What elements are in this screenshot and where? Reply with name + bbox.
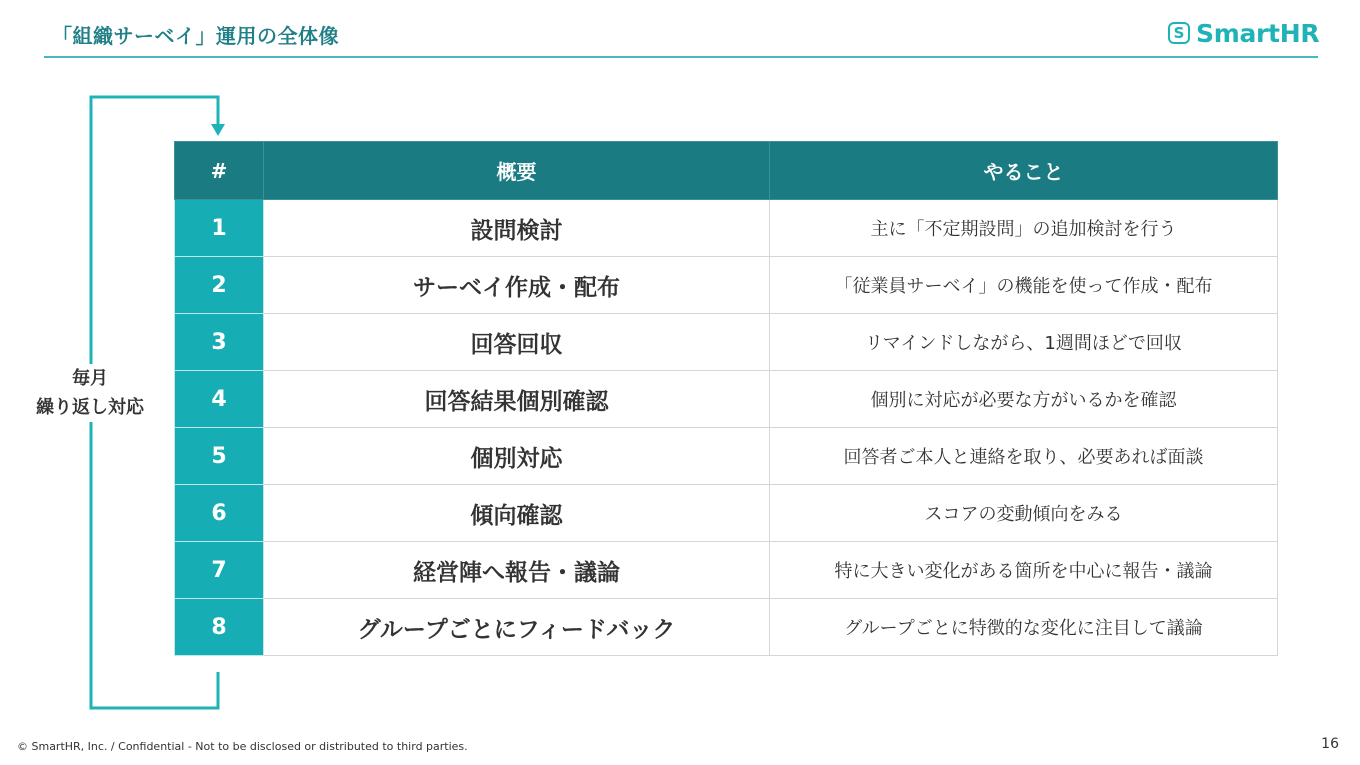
loop-label-line1: 毎月	[72, 368, 108, 389]
step-summary: 回答回収	[264, 314, 770, 371]
step-todo: 「従業員サーベイ」の機能を使って作成・配布	[770, 257, 1278, 314]
table-row	[175, 371, 1278, 428]
step-summary: 個別対応	[264, 428, 770, 485]
confidential-footer: © SmartHR, Inc. / Confidential - Not to be disclosed or distributed to third parties.	[17, 740, 468, 753]
step-todo: 主に「不定期設問」の追加検討を行う	[770, 200, 1278, 257]
table-row	[175, 599, 1278, 656]
step-number: 1	[175, 200, 264, 257]
step-number: 3	[175, 314, 264, 371]
step-summary: 傾向確認	[264, 485, 770, 542]
arrow-down-icon	[211, 124, 225, 136]
step-todo: 回答者ご本人と連絡を取り、必要あれば面談	[770, 428, 1278, 485]
step-todo: 個別に対応が必要な方がいるかを確認	[770, 371, 1278, 428]
logo-text: SmartHR	[1196, 18, 1320, 48]
loop-label	[18, 364, 162, 422]
step-todo: リマインドしながら、1週間ほどで回収	[770, 314, 1278, 371]
table-row	[175, 257, 1278, 314]
step-summary: 経営陣へ報告・議論	[264, 542, 770, 599]
step-summary: 設問検討	[264, 200, 770, 257]
step-number: 4	[175, 371, 264, 428]
smarthr-s-logo-icon: S	[1168, 22, 1190, 44]
table-row	[175, 314, 1278, 371]
step-number: 7	[175, 542, 264, 599]
page-title: 「組織サーベイ」運用の全体像	[52, 24, 339, 48]
step-summary: サーベイ作成・配布	[264, 257, 770, 314]
table-row	[175, 428, 1278, 485]
table-row	[175, 200, 1278, 257]
step-number: 6	[175, 485, 264, 542]
column-header-todo: やること	[770, 142, 1278, 200]
table-row	[175, 485, 1278, 542]
column-header-number: #	[175, 142, 264, 200]
step-summary: グループごとにフィードバック	[264, 599, 770, 656]
table-row	[175, 542, 1278, 599]
page-number: 16	[1321, 736, 1339, 752]
column-header-summary: 概要	[264, 142, 770, 200]
brand-logo	[1168, 17, 1319, 49]
step-number: 8	[175, 599, 264, 656]
step-number: 5	[175, 428, 264, 485]
step-number: 2	[175, 257, 264, 314]
table-header-row	[175, 142, 1278, 200]
loop-label-line2: 繰り返し対応	[36, 397, 144, 418]
step-summary: 回答結果個別確認	[264, 371, 770, 428]
step-todo: グループごとに特徴的な変化に注目して議論	[770, 599, 1278, 656]
step-todo: 特に大きい変化がある箇所を中心に報告・議論	[770, 542, 1278, 599]
step-todo: スコアの変動傾向をみる	[770, 485, 1278, 542]
operation-flow-table	[174, 141, 1278, 656]
